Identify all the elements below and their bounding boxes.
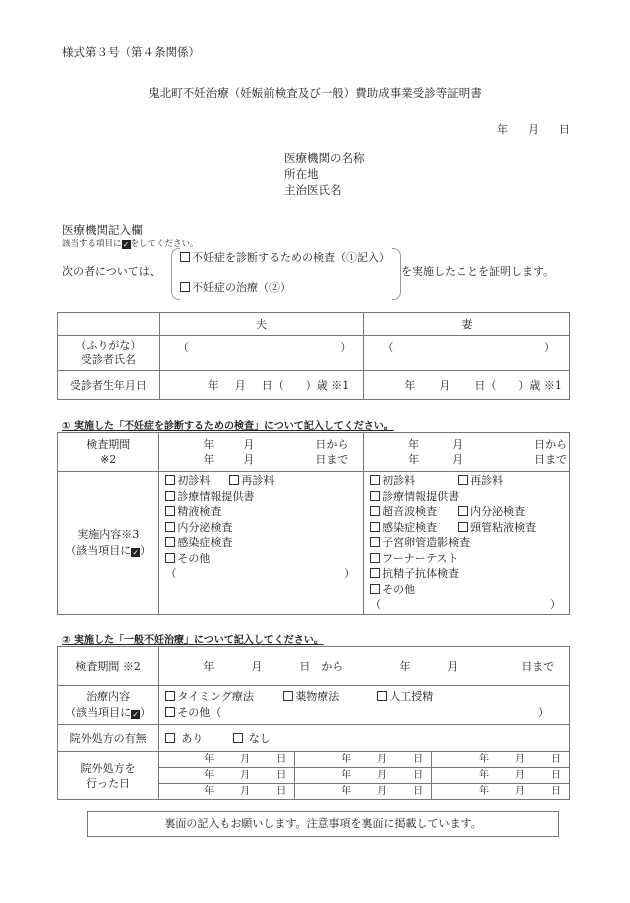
checkbox-icon[interactable] xyxy=(229,475,239,485)
checkbox-item[interactable] xyxy=(370,535,470,551)
date-year: 年 xyxy=(341,753,352,765)
treatment-option-ai[interactable] xyxy=(377,689,433,705)
right-brace xyxy=(392,248,401,300)
checkbox-icon[interactable] xyxy=(370,568,380,578)
paren-close: ） xyxy=(340,341,352,354)
checkbox-label: 初診料 xyxy=(177,474,211,487)
birth-age: ）歳 ※1 xyxy=(305,379,350,392)
checkbox-label: フーナーテスト xyxy=(382,551,459,565)
checkbox-icon[interactable] xyxy=(370,506,380,516)
wife-name-field[interactable] xyxy=(364,336,570,371)
wife-period-field[interactable] xyxy=(364,433,570,472)
checkbox-item[interactable] xyxy=(370,582,415,598)
from-month: 月 xyxy=(452,438,464,451)
diagnosis-test-table xyxy=(57,432,570,615)
item-row xyxy=(364,566,569,582)
checkbox-label: 内分泌検査 xyxy=(177,520,233,534)
checked-box-icon: ✓ xyxy=(132,548,140,557)
prescription-date-label-1: 院外処方を xyxy=(80,761,136,775)
checkbox-icon[interactable] xyxy=(165,733,175,743)
section1-heading: ① 実施した「不妊症を診断するための検査」について記入してください。 xyxy=(62,421,394,432)
husband-items xyxy=(159,472,364,615)
date-day: 日 xyxy=(276,785,287,797)
checkbox-label: 精液検査 xyxy=(177,505,222,518)
item-row xyxy=(364,551,569,567)
treatment-content-label xyxy=(58,686,159,725)
option-label: あり xyxy=(181,732,204,745)
prescription-label: 院外処方の有無 xyxy=(58,725,159,752)
doctor-name-label: 主治医氏名 xyxy=(284,183,342,197)
form-number: 様式第３号（第４条関係） xyxy=(62,45,200,59)
from-day: 日から xyxy=(315,438,349,451)
treatment-label-note xyxy=(58,705,158,721)
checkbox-label: 子宮卵管造影検査 xyxy=(382,536,471,549)
date-month: 月 xyxy=(240,769,251,781)
checkbox-icon[interactable] xyxy=(233,733,243,743)
checkbox-label: 初診料 xyxy=(382,474,416,487)
checkbox-item[interactable] xyxy=(165,535,232,551)
other-field[interactable] xyxy=(159,566,363,582)
paren-open: （ xyxy=(165,567,177,580)
checkbox-item[interactable] xyxy=(165,473,229,489)
checkbox-item[interactable] xyxy=(229,473,274,489)
checkbox-label: 頸管粘液検査 xyxy=(470,520,537,534)
checkbox-label: 内分泌検査 xyxy=(470,505,526,518)
checkbox-icon[interactable] xyxy=(370,491,380,501)
footer-note: 裏面の記入もお願いします。注意事項を裏面に掲載しています。 xyxy=(87,811,559,837)
checkbox-icon[interactable] xyxy=(165,506,175,516)
issue-date xyxy=(497,121,570,137)
birth-month: 月 xyxy=(439,379,451,392)
to-day: 日まで xyxy=(521,660,555,673)
date-parts xyxy=(432,785,569,799)
prescription-date-cell[interactable] xyxy=(159,768,295,784)
period-label-text: 検査期間 xyxy=(86,438,131,451)
prescription-date-cell[interactable] xyxy=(432,768,570,784)
date-year: 年 xyxy=(341,769,352,781)
institution-name-label: 医療機関の名称 xyxy=(284,151,365,165)
date-month: 月 xyxy=(515,769,525,781)
checkbox-item[interactable] xyxy=(370,566,459,582)
option-label: 不妊症の治療（②） xyxy=(192,281,291,294)
patient-name-label xyxy=(58,336,160,371)
date-month: 月 xyxy=(515,785,525,797)
name-label: 受診者氏名 xyxy=(80,353,136,366)
checkbox-item[interactable] xyxy=(165,489,254,505)
checkbox-icon[interactable] xyxy=(458,506,468,516)
option-label: なし xyxy=(248,732,271,745)
label-part: ） xyxy=(140,706,152,719)
from-text: から xyxy=(321,660,344,673)
checkbox-icon[interactable] xyxy=(165,691,175,701)
item-row xyxy=(364,504,569,520)
date-parts xyxy=(295,769,431,783)
date-day: 日 xyxy=(413,785,424,797)
to-day: 日まで xyxy=(315,453,349,466)
checked-box-icon: ✓ xyxy=(132,710,139,719)
date-day: 日 xyxy=(551,769,561,781)
date-day: 日 xyxy=(413,753,424,765)
checkbox-label: 抗精子抗体検査 xyxy=(382,567,460,580)
option-label: タイミング療法 xyxy=(177,690,254,703)
date-year: 年 xyxy=(204,785,215,797)
note-text: 該当する項目に xyxy=(62,239,122,249)
checkbox-icon[interactable] xyxy=(370,475,380,485)
paren-close: ） xyxy=(538,706,549,719)
prescription-date-cell[interactable] xyxy=(295,784,432,800)
to-year: 年 xyxy=(399,660,411,673)
date-month: 月 xyxy=(377,753,388,765)
certification-lead: 次の者については、 xyxy=(62,265,161,278)
birth-age: ）歳 ※1 xyxy=(518,379,562,392)
prescription-yes[interactable] xyxy=(165,732,203,745)
checkbox-label: その他 xyxy=(382,582,416,596)
checkbox-label: 再診料 xyxy=(241,474,275,487)
date-month: 月 xyxy=(377,769,388,781)
checkbox-label: 感染症検査 xyxy=(382,520,438,534)
husband-name-field[interactable] xyxy=(159,336,364,371)
prescription-date-label-2: 行った日 xyxy=(86,776,131,790)
item-row xyxy=(159,551,363,567)
date-parts xyxy=(432,753,569,767)
date-month: 月 xyxy=(528,123,539,136)
prescription-date-cell[interactable] xyxy=(295,752,432,768)
checkbox-item[interactable] xyxy=(370,504,458,520)
from-month: 月 xyxy=(251,660,263,673)
checkbox-item[interactable] xyxy=(458,520,536,536)
col-wife: 妻 xyxy=(364,313,570,336)
date-year: 年 xyxy=(479,753,489,765)
date-day: 日 xyxy=(276,769,287,781)
certification-tail: を実施したことを証明します。 xyxy=(401,265,555,278)
to-month: 月 xyxy=(452,453,464,466)
section2-heading: ② 実施した「一般不妊治療」について記入してください。 xyxy=(62,635,324,646)
label-part: （該当項目に xyxy=(65,706,132,719)
checkbox-icon[interactable] xyxy=(165,475,175,485)
to-month: 月 xyxy=(447,660,459,673)
date-month: 月 xyxy=(377,785,388,797)
checkbox-icon[interactable] xyxy=(180,252,190,262)
treatment-period-field[interactable] xyxy=(159,647,570,686)
furigana-label: （ふりがな） xyxy=(75,339,142,352)
date-year: 年 xyxy=(341,785,352,797)
prescription-date-cell[interactable] xyxy=(295,768,432,784)
prescription-date-cell[interactable] xyxy=(159,752,295,768)
checkbox-item[interactable] xyxy=(458,473,503,489)
birth-day: 日（ xyxy=(474,379,497,392)
item-row xyxy=(159,489,363,505)
from-month: 月 xyxy=(243,438,255,451)
option-diagnosis-test[interactable] xyxy=(180,249,390,265)
date-year: 年 xyxy=(204,753,215,765)
treatment-option-drug[interactable] xyxy=(283,689,377,705)
checkbox-label: 診療情報提供書 xyxy=(382,489,460,503)
period-note-ref: ※2 xyxy=(100,453,117,466)
birth-label: 受診者生年月日 xyxy=(58,371,160,400)
label-part: ） xyxy=(140,544,152,557)
birth-day: 日（ xyxy=(261,379,284,392)
item-row xyxy=(364,582,569,598)
checkbox-label: 超音波検査 xyxy=(382,505,438,518)
item-row xyxy=(159,473,363,489)
date-year: 年 xyxy=(479,769,489,781)
date-day: 日 xyxy=(551,753,561,765)
date-parts xyxy=(295,785,431,799)
prescription-date-cell[interactable] xyxy=(432,752,570,768)
date-day: 日 xyxy=(551,785,561,797)
paren-close: ） xyxy=(344,567,356,580)
item-row xyxy=(364,473,569,489)
prescription-date-cell[interactable] xyxy=(159,784,295,800)
date-month: 月 xyxy=(515,753,525,765)
date-year: 年 xyxy=(204,769,215,781)
date-day: 日 xyxy=(276,753,287,765)
document-title: 鬼北町不妊治療（妊娠前検査及び一般）費助成事業受診等証明書 xyxy=(148,86,482,100)
treatment-option-other[interactable] xyxy=(165,705,569,721)
checked-box-icon: ✓ xyxy=(122,240,130,249)
checkbox-item[interactable] xyxy=(370,520,458,536)
checkbox-label: その他 xyxy=(177,551,211,565)
date-parts xyxy=(159,753,294,767)
checkbox-icon[interactable] xyxy=(165,537,175,547)
from-year: 年 xyxy=(203,660,215,673)
item-row xyxy=(159,520,363,536)
checkbox-icon[interactable] xyxy=(370,537,380,547)
item-row xyxy=(159,504,363,520)
period-label xyxy=(58,433,159,472)
prescription-no[interactable] xyxy=(233,732,271,745)
item-row xyxy=(364,489,569,505)
col-husband: 夫 xyxy=(159,313,364,336)
checkbox-icon[interactable] xyxy=(458,522,468,532)
husband-period-field[interactable] xyxy=(159,433,364,472)
treatment-table xyxy=(57,646,570,800)
checkbox-icon[interactable] xyxy=(165,522,175,532)
from-day: 日 xyxy=(299,660,311,673)
date-month: 月 xyxy=(240,753,251,765)
option-treatment[interactable] xyxy=(180,279,291,295)
to-day: 日まで xyxy=(534,453,568,466)
content-label-text: 実施内容※3 xyxy=(77,528,140,541)
checkbox-icon[interactable] xyxy=(370,553,380,563)
to-year: 年 xyxy=(203,453,215,466)
wife-items xyxy=(364,472,570,615)
checkbox-item[interactable] xyxy=(165,520,232,536)
wife-birth-field[interactable] xyxy=(364,371,570,400)
left-brace xyxy=(171,248,180,300)
item-row xyxy=(364,535,569,551)
date-year: 年 xyxy=(497,123,508,136)
checkbox-icon[interactable] xyxy=(458,475,468,485)
treatment-label-text: 治療内容 xyxy=(86,690,131,703)
institution-block xyxy=(284,150,365,198)
label-part: （該当項目に xyxy=(65,544,132,557)
checkbox-item[interactable] xyxy=(165,551,210,567)
note-text-2: をしてください。 xyxy=(130,239,199,249)
content-label xyxy=(58,472,159,615)
date-parts xyxy=(432,769,569,783)
checkbox-label: 診療情報提供書 xyxy=(177,489,255,503)
checkbox-icon[interactable] xyxy=(165,491,175,501)
paren-close: ） xyxy=(550,598,561,611)
checkbox-label: 再診料 xyxy=(470,474,504,487)
header-blank xyxy=(58,313,160,336)
checkbox-icon[interactable] xyxy=(180,282,190,292)
medical-entry-heading: 医療機関記入欄 xyxy=(62,223,143,237)
checkbox-item[interactable] xyxy=(370,489,459,505)
item-row xyxy=(159,535,363,551)
checkbox-icon[interactable] xyxy=(283,691,293,701)
prescription-options xyxy=(159,725,570,752)
date-parts xyxy=(159,769,294,783)
option-label: 薬物療法 xyxy=(295,690,340,703)
institution-address-label: 所在地 xyxy=(284,167,319,181)
date-day: 日 xyxy=(413,769,424,781)
date-parts xyxy=(295,753,431,767)
husband-birth-field[interactable] xyxy=(159,371,364,400)
date-day: 日 xyxy=(559,123,570,136)
checkbox-item[interactable] xyxy=(458,504,525,520)
birth-year: 年 xyxy=(404,379,416,392)
from-year: 年 xyxy=(408,438,420,451)
birth-year: 年 xyxy=(207,379,219,392)
item-row xyxy=(364,520,569,536)
to-month: 月 xyxy=(243,453,255,466)
paren-open: （ xyxy=(177,341,189,354)
checkbox-label: 感染症検査 xyxy=(177,536,233,549)
date-year: 年 xyxy=(479,785,489,797)
content-label-note xyxy=(58,543,158,559)
checkbox-item[interactable] xyxy=(370,473,458,489)
other-field[interactable] xyxy=(364,597,569,613)
checkbox-icon[interactable] xyxy=(165,553,175,563)
checkbox-icon[interactable] xyxy=(377,691,387,701)
to-year: 年 xyxy=(408,453,420,466)
from-year: 年 xyxy=(203,438,215,451)
checkbox-icon[interactable] xyxy=(370,522,380,532)
treatment-period-label: 検査期間 ※2 xyxy=(58,647,159,686)
treatment-options xyxy=(159,686,570,725)
checkbox-item[interactable] xyxy=(165,504,221,520)
checkbox-icon[interactable] xyxy=(370,584,380,594)
paren-close: ） xyxy=(544,341,555,354)
checkbox-item[interactable] xyxy=(370,551,458,567)
option-label: 不妊症を診断するための検査（①記入） xyxy=(192,251,390,264)
patient-table xyxy=(57,312,570,400)
birth-month: 月 xyxy=(234,379,246,392)
option-label: その他（ xyxy=(177,706,222,719)
option-label: 人工授精 xyxy=(389,690,434,703)
checkbox-icon[interactable] xyxy=(165,707,175,717)
date-parts xyxy=(159,785,294,799)
prescription-date-cell[interactable] xyxy=(432,784,570,800)
date-month: 月 xyxy=(240,785,251,797)
paren-open: （ xyxy=(370,598,382,611)
prescription-date-label xyxy=(58,752,159,800)
paren-open: （ xyxy=(382,341,394,354)
treatment-option-timing[interactable] xyxy=(165,689,283,705)
from-day: 日から xyxy=(534,438,568,451)
